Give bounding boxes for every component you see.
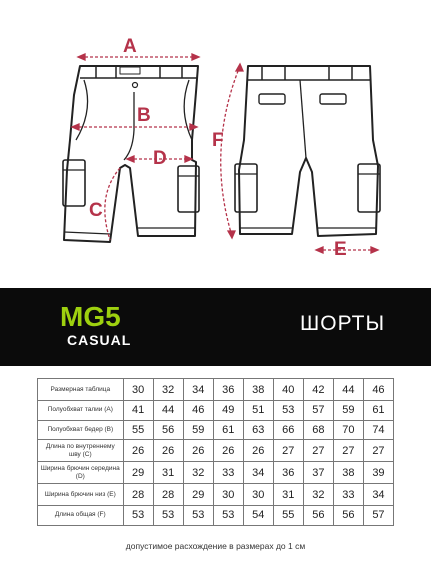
- table-cell: 36: [273, 462, 303, 484]
- table-cell: 66: [273, 420, 303, 440]
- table-cell: 27: [273, 440, 303, 462]
- table-cell: 29: [123, 462, 153, 484]
- size-table-header-label: Размерная таблица: [38, 379, 124, 401]
- label-e: E: [334, 239, 347, 260]
- table-row-hips: [38, 420, 394, 440]
- table-cell: 34: [363, 484, 393, 506]
- table-cell: 53: [153, 506, 183, 526]
- table-cell: 55: [273, 506, 303, 526]
- table-cell: 44: [153, 401, 183, 421]
- size-cell: 34: [183, 379, 213, 401]
- row-label: Полуобхват бедер (B): [38, 420, 124, 440]
- table-cell: 70: [333, 420, 363, 440]
- table-row-waist: [38, 401, 394, 421]
- table-cell: 30: [213, 484, 243, 506]
- size-table: [37, 378, 394, 526]
- table-cell: 59: [333, 401, 363, 421]
- label-d: D: [153, 148, 167, 169]
- table-cell: 49: [213, 401, 243, 421]
- table-cell: 27: [363, 440, 393, 462]
- table-cell: 28: [123, 484, 153, 506]
- table-cell: 56: [333, 506, 363, 526]
- table-cell: 53: [213, 506, 243, 526]
- table-cell: 28: [153, 484, 183, 506]
- label-f: F: [212, 130, 224, 151]
- table-row-inseam: [38, 440, 394, 462]
- row-label: Ширина брючин низ (E): [38, 484, 124, 506]
- table-cell: 57: [303, 401, 333, 421]
- brand-logo: [60, 301, 136, 329]
- table-cell: 31: [153, 462, 183, 484]
- table-cell: 37: [303, 462, 333, 484]
- tolerance-note: допустимое расхождение в размерах до 1 см: [125, 541, 306, 551]
- table-cell: 68: [303, 420, 333, 440]
- table-cell: 27: [333, 440, 363, 462]
- table-cell: 61: [363, 401, 393, 421]
- shorts-back-view: [235, 66, 380, 236]
- table-cell: 34: [243, 462, 273, 484]
- table-cell: 38: [333, 462, 363, 484]
- label-c: C: [89, 200, 103, 221]
- table-cell: 26: [123, 440, 153, 462]
- table-cell: 39: [363, 462, 393, 484]
- table-cell: 61: [213, 420, 243, 440]
- row-label: Полуобхват талии (A): [38, 401, 124, 421]
- brand-banner: [0, 288, 431, 366]
- table-row-leg-bottom: [38, 484, 394, 506]
- table-cell: 26: [213, 440, 243, 462]
- table-cell: 33: [333, 484, 363, 506]
- table-cell: 53: [183, 506, 213, 526]
- size-cell: 46: [363, 379, 393, 401]
- table-cell: 26: [243, 440, 273, 462]
- brand-sub: CASUAL: [67, 332, 132, 348]
- table-cell: 41: [123, 401, 153, 421]
- shorts-front-view: [63, 66, 199, 242]
- table-cell: 31: [273, 484, 303, 506]
- brand-name: MG5: [60, 301, 121, 329]
- product-title: ШОРТЫ: [300, 312, 386, 335]
- size-cell: 36: [213, 379, 243, 401]
- row-label: Ширина брючин середина (D): [38, 462, 124, 484]
- table-cell: 56: [303, 506, 333, 526]
- table-cell: 53: [273, 401, 303, 421]
- table-cell: 55: [123, 420, 153, 440]
- table-cell: 32: [303, 484, 333, 506]
- table-cell: 46: [183, 401, 213, 421]
- shorts-technical-drawing: [0, 0, 431, 280]
- size-cell: 40: [273, 379, 303, 401]
- table-cell: 32: [183, 462, 213, 484]
- table-cell: 30: [243, 484, 273, 506]
- size-cell: 44: [333, 379, 363, 401]
- row-label: Длина по внутреннему шву (C): [38, 440, 124, 462]
- table-cell: 51: [243, 401, 273, 421]
- table-cell: 74: [363, 420, 393, 440]
- table-cell: 54: [243, 506, 273, 526]
- table-cell: 27: [303, 440, 333, 462]
- table-row-leg-middle: [38, 462, 394, 484]
- label-a: A: [123, 36, 137, 57]
- table-cell: 59: [183, 420, 213, 440]
- table-cell: 63: [243, 420, 273, 440]
- table-cell: 56: [153, 420, 183, 440]
- table-cell: 29: [183, 484, 213, 506]
- table-cell: 53: [123, 506, 153, 526]
- table-row-length: [38, 506, 394, 526]
- label-b: B: [137, 105, 151, 126]
- table-cell: 33: [213, 462, 243, 484]
- size-cell: 32: [153, 379, 183, 401]
- size-cell: 38: [243, 379, 273, 401]
- size-cell: 42: [303, 379, 333, 401]
- size-table-header-row: [38, 379, 394, 401]
- table-cell: 26: [183, 440, 213, 462]
- size-cell: 30: [123, 379, 153, 401]
- table-cell: 57: [363, 506, 393, 526]
- table-cell: 26: [153, 440, 183, 462]
- row-label: Длина общая (F): [38, 506, 124, 526]
